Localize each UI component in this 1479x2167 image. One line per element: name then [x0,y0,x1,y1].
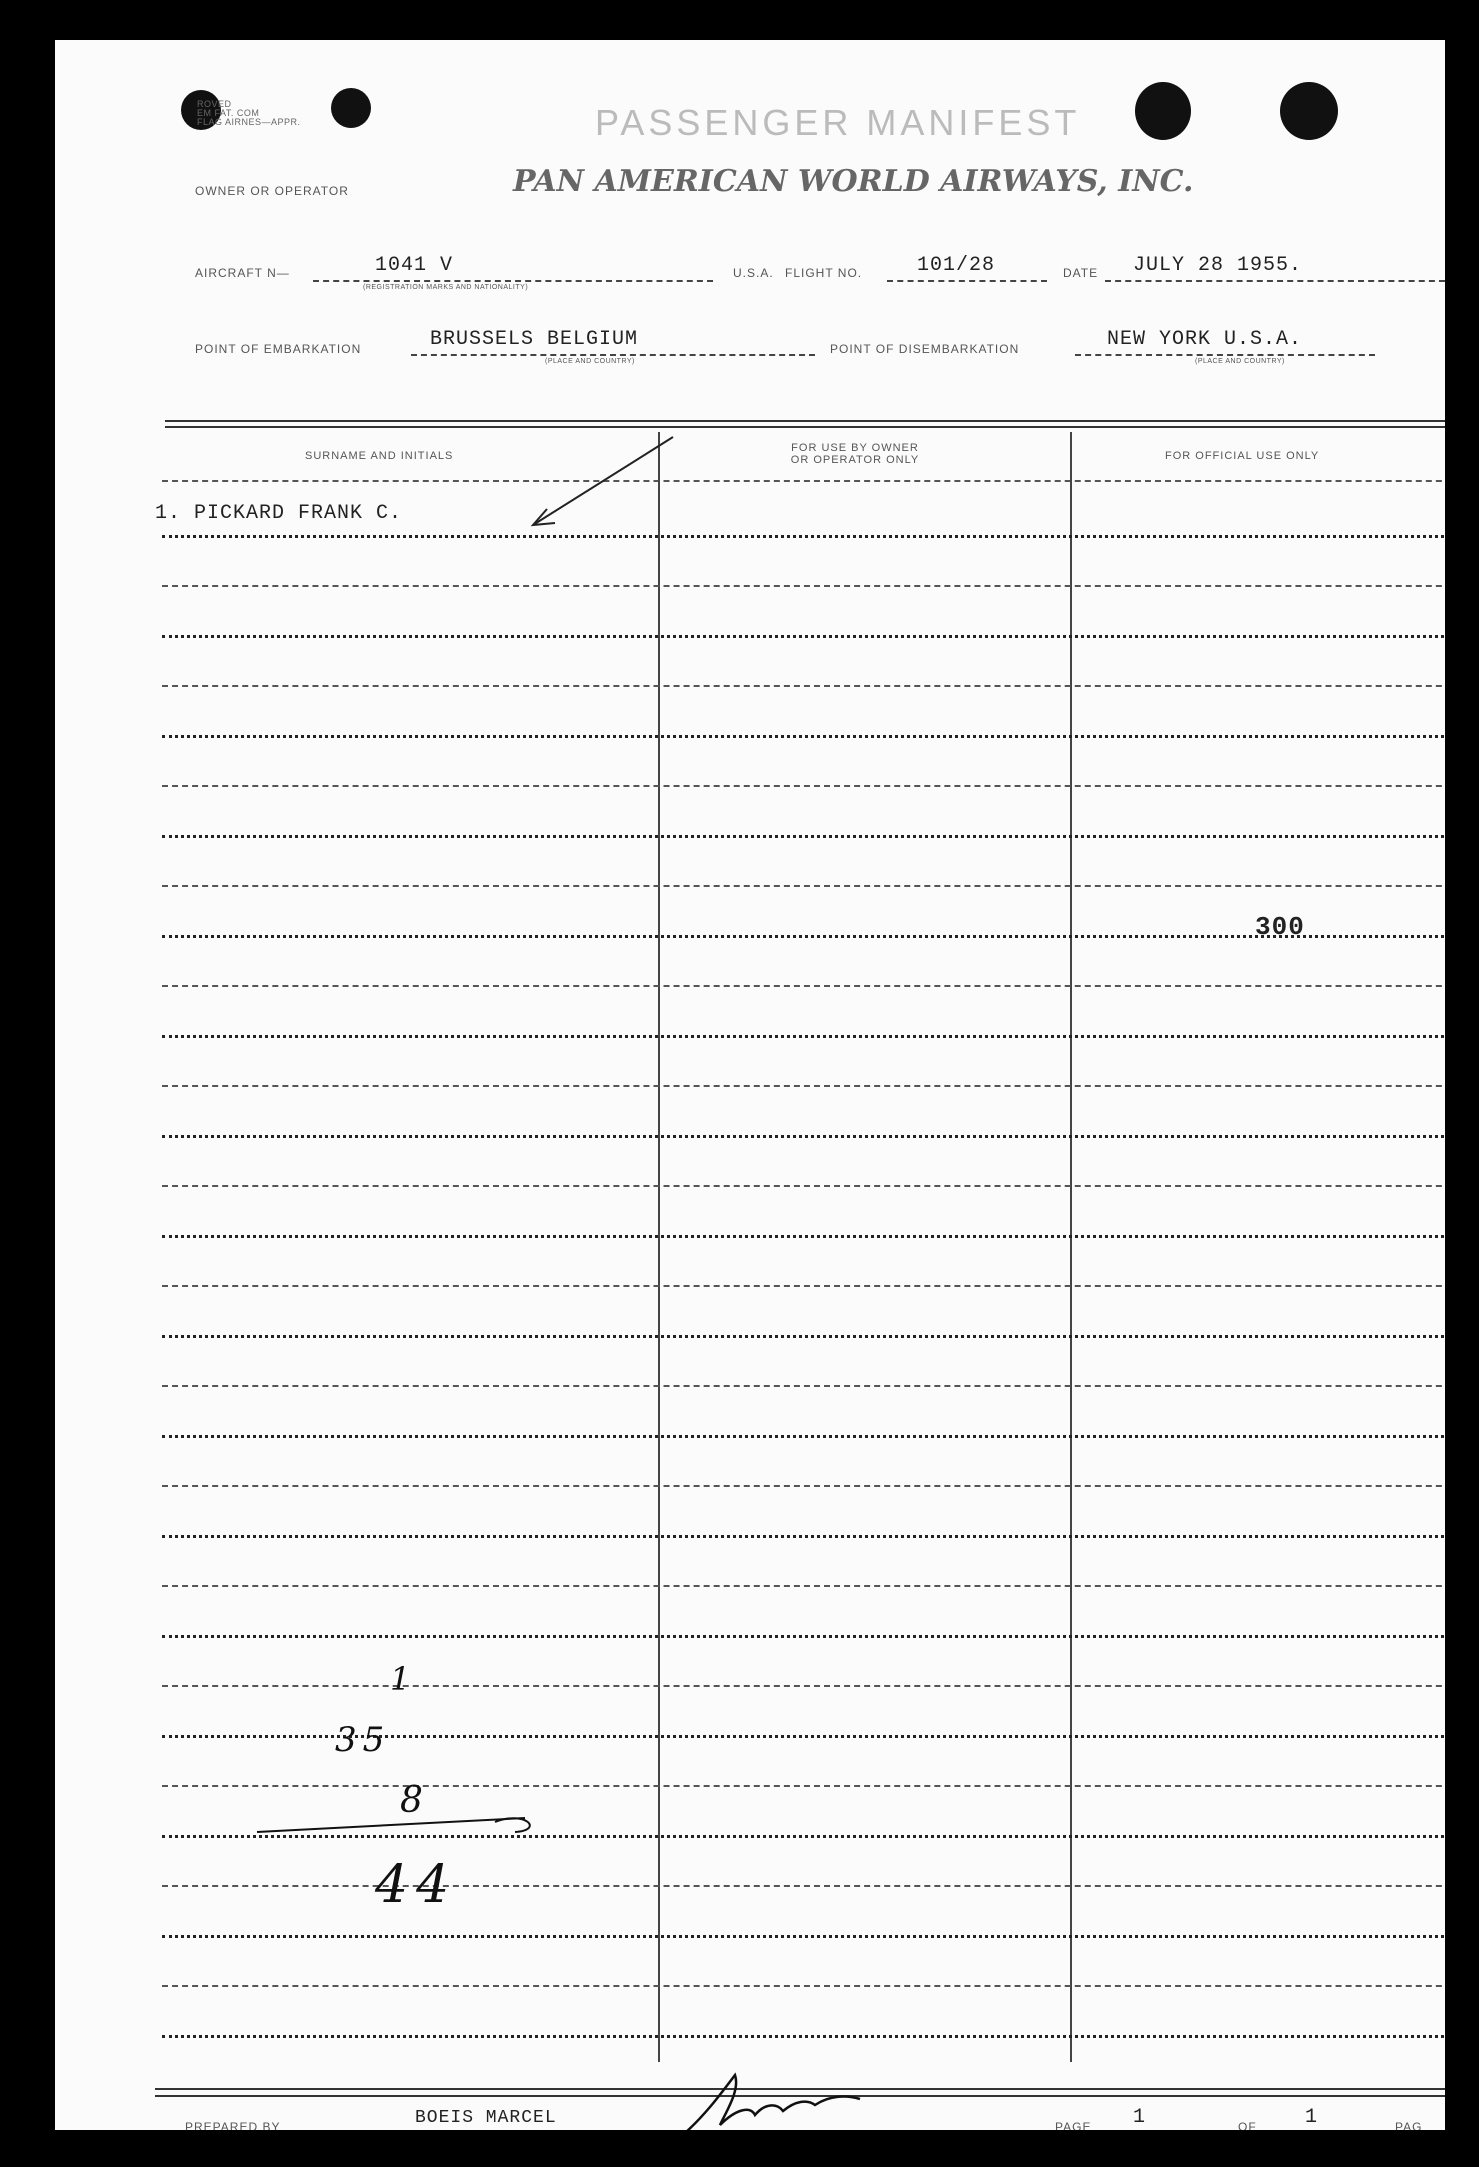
ruled-row-line [162,1935,1445,1938]
ruled-row-line [162,1635,1445,1638]
column-divider [1070,432,1072,2062]
ruled-row-line [162,1285,1445,1287]
ruled-row-line [162,785,1445,787]
flight-label: FLIGHT NO. [785,266,863,280]
ruled-row-line [162,935,1445,938]
ruled-row-line [162,535,1445,538]
pag-label: PAG [1395,2120,1423,2130]
embarkation-label: POINT OF EMBARKATION [195,342,362,356]
flight-underline [887,280,1047,282]
owner-label: OWNER OR OPERATOR [195,184,349,198]
column-divider [658,432,660,2062]
date-label: DATE [1063,266,1099,280]
ruled-row-line [162,1485,1445,1487]
signature [665,2065,865,2130]
ruled-row-line [162,985,1445,987]
ruled-row-line [162,1685,1445,1687]
airline-name: PAN AMERICAN WORLD AIRWAYS, INC. [513,164,1194,199]
header-top-rule-2 [165,426,1445,428]
handwritten-tally: 44 [375,1855,458,1915]
ruled-row-line [162,1035,1445,1038]
page-of-value: 1 [1305,2106,1319,2129]
ruled-row-line [162,1585,1445,1587]
handwritten-tally: 8 [400,1780,423,1821]
embarkation-value: BRUSSELS BELGIUM [430,328,639,351]
ruled-row-line [162,835,1445,838]
date-value: JULY 28 1955. [1133,254,1303,277]
ruled-row-line [162,1885,1445,1887]
registration-caption: (REGISTRATION MARKS AND NATIONALITY) [363,284,529,291]
ruled-row-line [162,1985,1445,1987]
place-caption-2: (PLACE AND COUNTRY) [1195,358,1285,365]
ruled-row-line [162,1385,1445,1387]
ruled-row-line [162,2035,1445,2038]
tally-rule [255,1800,535,1840]
embarkation-underline [411,354,815,356]
ruled-row-line [162,1185,1445,1187]
punch-hole [1135,82,1191,140]
ruled-row-line [162,885,1445,887]
disembarkation-value: NEW YORK U.S.A. [1107,328,1303,351]
ruled-row-line [162,1535,1445,1538]
column-header-official: FOR OFFICIAL USE ONLY [1165,450,1320,462]
approval-stamp: ROVED EM FAT. COM FLAG AIRNES—APPR. [197,99,301,127]
prepared-by-value: BOEIS MARCEL [415,2108,557,2128]
prepared-label: PREPARED BY [185,2120,281,2130]
ruled-row-line [162,1335,1445,1338]
manifest-sheet [55,40,1445,2130]
ruled-row-line [162,635,1445,638]
header-bottom-rule [162,480,1445,482]
handwritten-tally: 1 [390,1660,411,1698]
aircraft-value: 1041 V [375,254,454,277]
passenger-entry: 1. PICKARD FRANK C. [155,502,403,525]
ruled-row-line [162,685,1445,687]
place-caption: (PLACE AND COUNTRY) [545,358,635,365]
punch-hole [331,88,371,128]
aircraft-label: AIRCRAFT N— [195,266,290,280]
page-title: PASSENGER MANIFEST [595,102,1081,143]
of-label: OF [1238,2120,1257,2130]
ruled-row-line [162,1135,1445,1138]
punch-hole [1280,82,1338,140]
official-mark: 300 [1255,912,1305,942]
aircraft-underline [313,280,713,282]
disembarkation-underline [1075,354,1375,356]
column-header-surname: SURNAME AND INITIALS [305,450,454,462]
header-top-rule [165,420,1445,422]
ruled-row-line [162,1085,1445,1087]
ruled-row-line [162,735,1445,738]
page-label: PAGE [1055,2120,1092,2130]
flight-value: 101/28 [917,254,996,277]
handwritten-tally: 35 [335,1720,391,1760]
ruled-row-line [162,585,1445,587]
ruled-row-line [162,1235,1445,1238]
disembarkation-label: POINT OF DISEMBARKATION [830,342,1020,356]
ruled-row-line [162,1785,1445,1787]
column-header-owner: FOR USE BY OWNER OR OPERATOR ONLY [790,442,920,466]
date-underline [1105,280,1445,282]
ruled-row-line [162,1435,1445,1438]
arrow-mark [525,435,675,535]
usa-label: U.S.A. [733,266,774,280]
page-value: 1 [1133,2106,1147,2129]
